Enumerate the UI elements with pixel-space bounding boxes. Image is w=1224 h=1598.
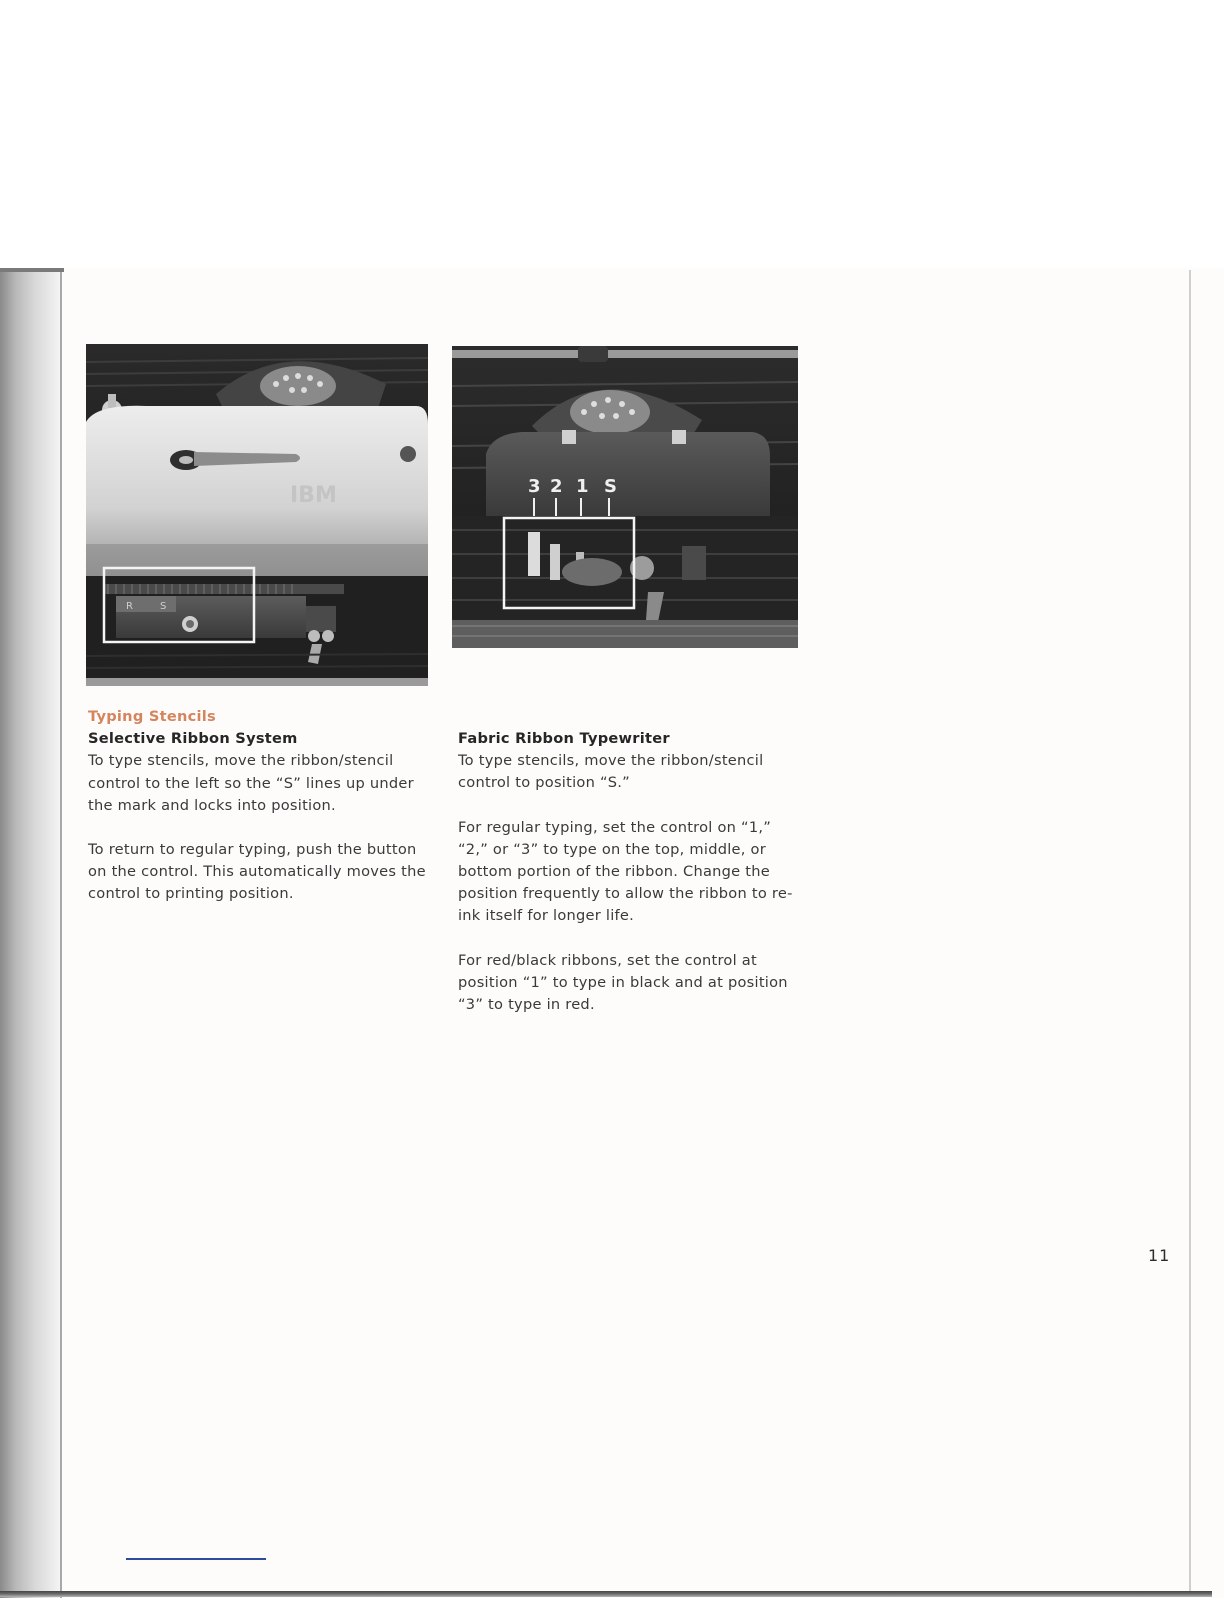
fabric-ribbon-section xyxy=(458,728,803,1016)
page-bottom-edge xyxy=(0,1591,1212,1597)
paragraph: For regular typing, set the control on “1,” “2,” or “3” to type on the top, middle, or bottom portion of the ribbon. Change the position frequently to allow the ribbon to re-ink itself for longer life. xyxy=(458,818,793,925)
book-binding xyxy=(0,268,62,1598)
position-label-2: 2 xyxy=(550,476,563,497)
paragraph: To type stencils, move the ribbon/stencil control to the left so the “S” lines up under the mark and locks into position. xyxy=(88,752,414,814)
fabric-ribbon-photo xyxy=(452,346,798,648)
position-label-3: 3 xyxy=(528,476,541,497)
page-right-edge xyxy=(1189,270,1191,1592)
page-number: 11 xyxy=(1148,1246,1171,1265)
selective-ribbon-section xyxy=(88,706,438,906)
section-label: Typing Stencils xyxy=(88,708,216,725)
paragraph: To return to regular typing, push the button on the control. This automatically moves the control to printing position. xyxy=(88,841,426,903)
ibm-logo: IBM xyxy=(290,483,337,508)
fabric-ribbon-heading: Fabric Ribbon Typewriter xyxy=(458,730,670,747)
paragraph: To type stencils, move the ribbon/stencil control to position “S.” xyxy=(458,752,764,792)
selective-ribbon-heading: Selective Ribbon System xyxy=(88,730,298,748)
control-mark-r: R xyxy=(126,601,133,612)
position-label-1: 1 xyxy=(576,476,589,497)
paragraph: For red/black ribbons, set the control at position “1” to type in black and at position “3” to type in red. xyxy=(458,951,788,1014)
footer-rule xyxy=(126,1558,266,1560)
page-top-edge xyxy=(0,268,64,272)
selective-ribbon-photo xyxy=(86,344,428,686)
position-label-s: S xyxy=(604,476,617,497)
control-mark-s: S xyxy=(160,601,167,612)
